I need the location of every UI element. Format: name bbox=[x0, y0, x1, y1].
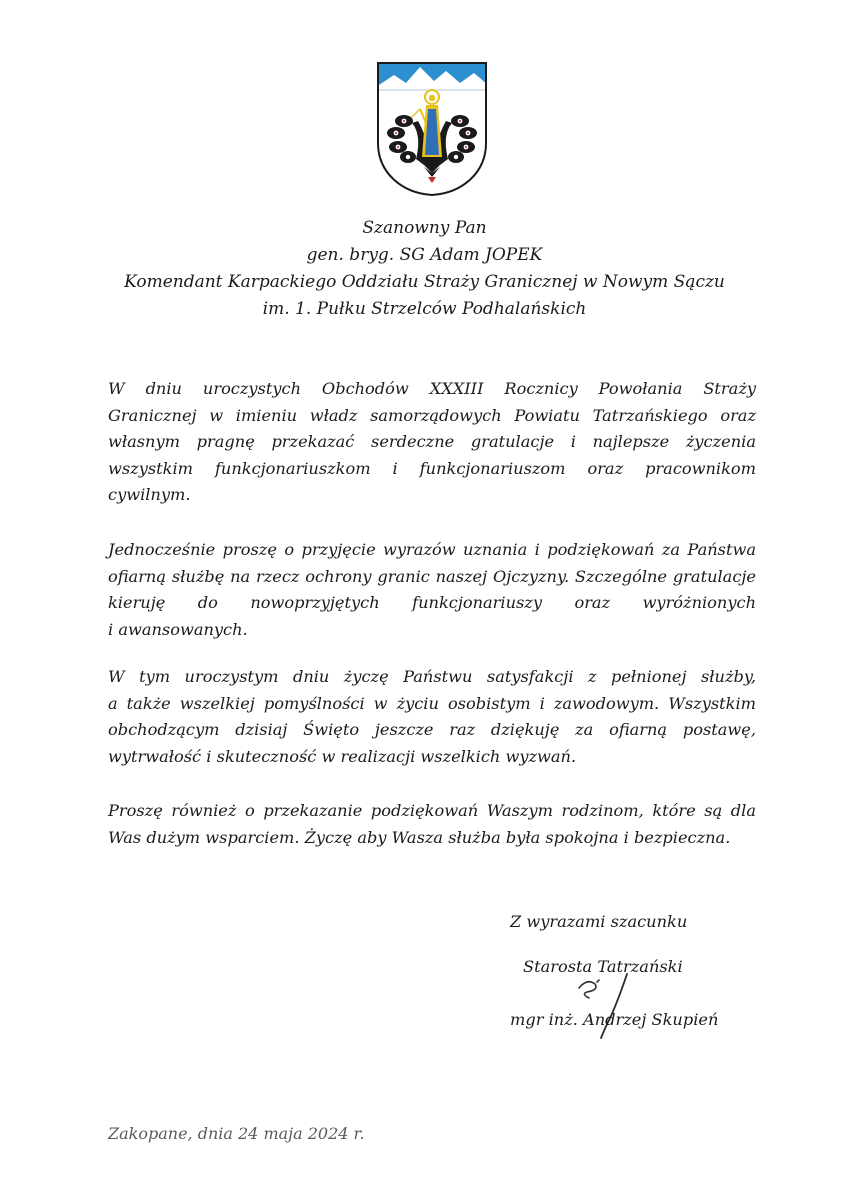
paragraph-line: ofiarną służbę na rzecz ochrony granic naszej Ojczyzny. Szczególne gratulacje bbox=[108, 566, 756, 586]
paragraph-line: Proszę również o przekazanie podziękowań Waszym rodzinom, które są dla bbox=[108, 801, 756, 820]
closing-line: Z wyrazami szacunku bbox=[510, 912, 688, 931]
paragraph-line: W tym uroczystym dniu życzę Państwu satysfakcji z pełnionej służby, bbox=[108, 667, 756, 686]
body-paragraph-4 bbox=[108, 798, 756, 851]
paragraph-line: wytrwałość i skuteczność w realizacji wszelkich wyzwań. bbox=[108, 746, 577, 766]
paragraph-line: Granicznej w imieniu władz samorządowych Powiatu Tatrzańskiego oraz bbox=[108, 405, 756, 425]
signatory-name: mgr inż. Andrzej Skupień bbox=[510, 1010, 719, 1029]
body-paragraph-3 bbox=[108, 664, 756, 770]
recipient-name: gen. bryg. SG Adam JOPEK bbox=[306, 245, 543, 265]
paragraph-line: W dniu uroczystych Obchodów XXXIII Rocznicy Powołania Straży bbox=[108, 379, 756, 398]
paragraph-line: własnym pragnę przekazać serdeczne gratulacje i najlepsze życzenia bbox=[108, 432, 756, 451]
paragraph-line: a także wszelkiej pomyślności w życiu osobistym i zawodowym. Wszystkim bbox=[108, 693, 756, 713]
paragraph-line: kieruję do nowoprzyjętych funkcjonariuszy oraz wyróżnionych bbox=[108, 593, 756, 612]
paragraph-line: wszystkim funkcjonariuszkom i funkcjonariuszom oraz pracownikom bbox=[108, 458, 756, 478]
paragraph-line: i awansowanych. bbox=[108, 619, 248, 639]
paragraph-line: Was dużym wsparciem. Życzę aby Wasza służba była spokojna i bezpieczna. bbox=[108, 827, 731, 847]
place-date: Zakopane, dnia 24 maja 2024 r. bbox=[108, 1124, 365, 1143]
paragraph-line: Jednocześnie proszę o przyjęcie wyrazów uznania i podziękowań za Państwa bbox=[108, 540, 756, 559]
salutation: Szanowny Pan bbox=[362, 218, 487, 238]
recipient-position: Komendant Karpackiego Oddziału Straży Granicznej w Nowym Sączu bbox=[124, 272, 725, 292]
handwritten-signature-icon bbox=[565, 968, 645, 1048]
coat-of-arms-icon bbox=[376, 61, 488, 197]
paragraph-line: cywilnym. bbox=[108, 485, 191, 504]
paragraph-line: obchodzącym dzisiaj Święto jeszcze raz dziękuję za ofiarną postawę, bbox=[108, 720, 756, 739]
recipient-unit: im. 1. Pułku Strzelców Podhalańskich bbox=[262, 299, 587, 319]
body-paragraph-1 bbox=[108, 376, 756, 509]
body-paragraph-2 bbox=[108, 537, 756, 643]
signatory-title: Starosta Tatrzański bbox=[523, 957, 683, 976]
